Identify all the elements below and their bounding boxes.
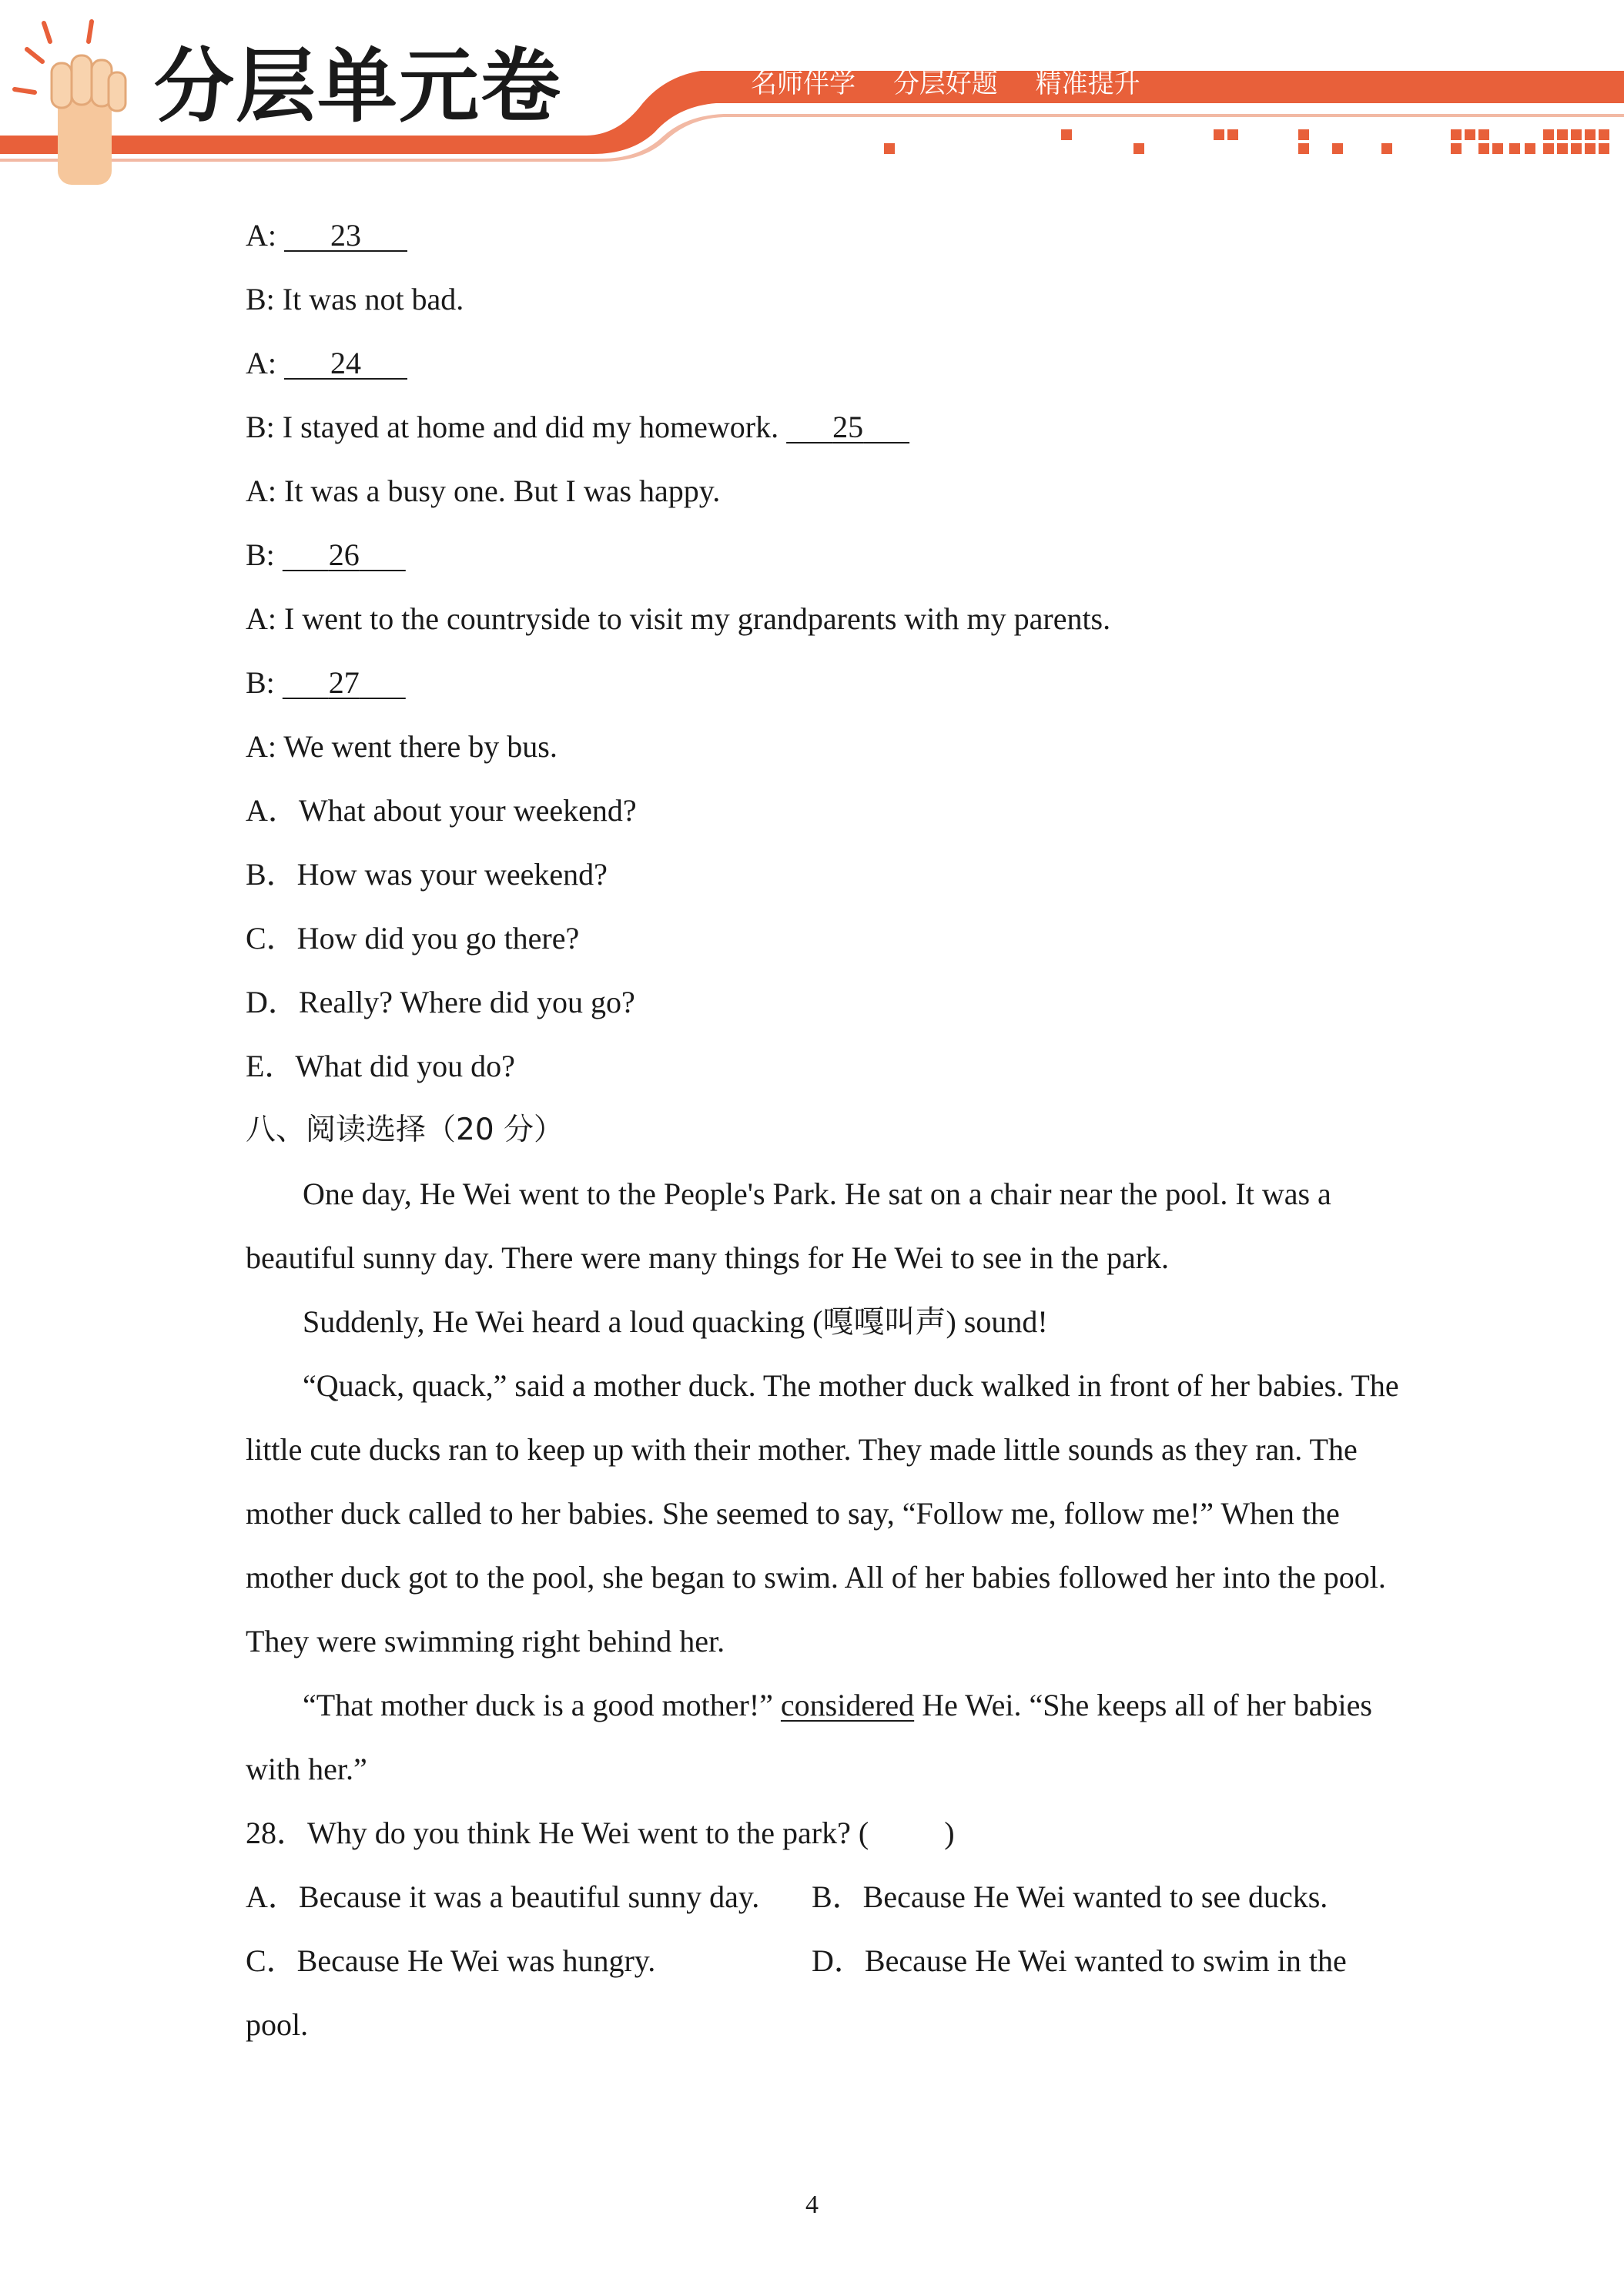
paragraph-4-after: He Wei. “She keeps all of her babies with her.” [246, 1688, 1372, 1786]
underlined-word: considered [780, 1688, 915, 1722]
answer-blank [283, 537, 406, 572]
answer-blank [283, 665, 406, 700]
slogan-3: 精准提升 [1035, 69, 1140, 99]
dialogue-line [246, 587, 1401, 651]
speaker-label: A: [246, 474, 276, 508]
speaker-label: B: [246, 282, 275, 316]
dialogue-text: I went to the countryside to visit my grandparents with my parents. [284, 601, 1111, 636]
slogan-1: 名师伴学 [751, 69, 856, 99]
question-28 [246, 1801, 1401, 1865]
page-header [0, 0, 1624, 185]
question-options-row-1 [246, 1865, 1401, 1929]
dialogue-text: It was not bad. [282, 282, 464, 316]
option-d: D．Because He Wei wanted to swim in the [812, 1943, 1347, 1978]
dialogue-line [246, 395, 1401, 459]
speaker-label: A: [246, 729, 276, 764]
speaker-label: B: [246, 537, 275, 572]
option-c: C．Because He Wei was hungry. [246, 1943, 656, 1978]
section-title: 八、阅读选择（20 分） [246, 1113, 564, 1147]
choice-e: E．What did you do? [246, 1049, 515, 1083]
dialogue-line [246, 203, 1401, 267]
passage-paragraph-4 [246, 1673, 1401, 1801]
answer-blank [284, 346, 407, 380]
answer-blank [786, 410, 909, 444]
choice-b: B．How was your weekend? [246, 857, 608, 892]
dialogue-text: We went there by bus. [283, 729, 558, 764]
question-stem: 28．Why do you think He Wei went to the park? ( [246, 1816, 869, 1850]
choice-a: A．What about your weekend? [246, 793, 637, 828]
dialogue-line [246, 267, 1401, 331]
dialogue-line [246, 651, 1401, 715]
dialogue [246, 203, 1401, 778]
blank-number: 23 [330, 218, 361, 253]
paragraph-4-before: “That mother duck is a good mother!” [303, 1688, 781, 1722]
choice-list [246, 778, 1401, 1098]
answer-blank [284, 218, 407, 253]
option-d-continuation: pool. [246, 2007, 309, 2042]
speaker-label: B: [246, 410, 275, 444]
dialogue-text: I stayed at home and did my homework. [282, 410, 779, 444]
choice-d: D．Really? Where did you go? [246, 985, 635, 1019]
page-number: 4 [805, 2191, 819, 2219]
speaker-label: A: [246, 601, 276, 636]
slogan-2: 分层好题 [892, 69, 998, 99]
passage-paragraph-3: “Quack, quack,” said a mother duck. The mother duck walked in front of her babies. The little cute ducks ran to keep up with their mother. They made little sounds as they ran. The mother duck called to her babies. She seemed to say, “Follow me, follow me!” When the mother duck got to the pool, she began to swim. All of her babies followed her into the pool. They were swimming right behind her. [246, 1368, 1399, 1658]
question-options-row-2 [246, 1929, 1401, 1993]
header-slogans [751, 71, 1170, 97]
question-close-paren: ) [944, 1816, 955, 1850]
dialogue-line [246, 331, 1401, 395]
dialogue-line [246, 715, 1401, 778]
blank-number: 24 [330, 346, 361, 380]
dialogue-line [246, 459, 1401, 523]
speaker-label: A: [246, 218, 276, 253]
blank-number: 26 [328, 537, 360, 572]
passage-paragraph-1: One day, He Wei went to the People's Park. He sat on a chair near the pool. It was a beautiful sunny day. There were many things for He Wei to see in the park. [246, 1176, 1331, 1275]
decorative-squares [884, 129, 1609, 154]
option-b: B．Because He Wei wanted to see ducks. [812, 1879, 1328, 1914]
dialogue-text: It was a busy one. But I was happy. [284, 474, 721, 508]
brand-title: 分层单元卷 [154, 39, 563, 133]
blank-number: 25 [832, 410, 864, 444]
choice-c: C．How did you go there? [246, 921, 580, 956]
passage-paragraph-2: Suddenly, He Wei heard a loud quacking (嘎嘎叫声) sound! [303, 1304, 1048, 1339]
blank-number: 27 [328, 665, 360, 700]
dialogue-line [246, 523, 1401, 587]
speaker-label: A: [246, 346, 276, 380]
option-a: A．Because it was a beautiful sunny day. [246, 1879, 760, 1914]
speaker-label: B: [246, 665, 275, 700]
reading-passage [246, 1162, 1401, 1801]
page-content [246, 203, 1401, 2057]
